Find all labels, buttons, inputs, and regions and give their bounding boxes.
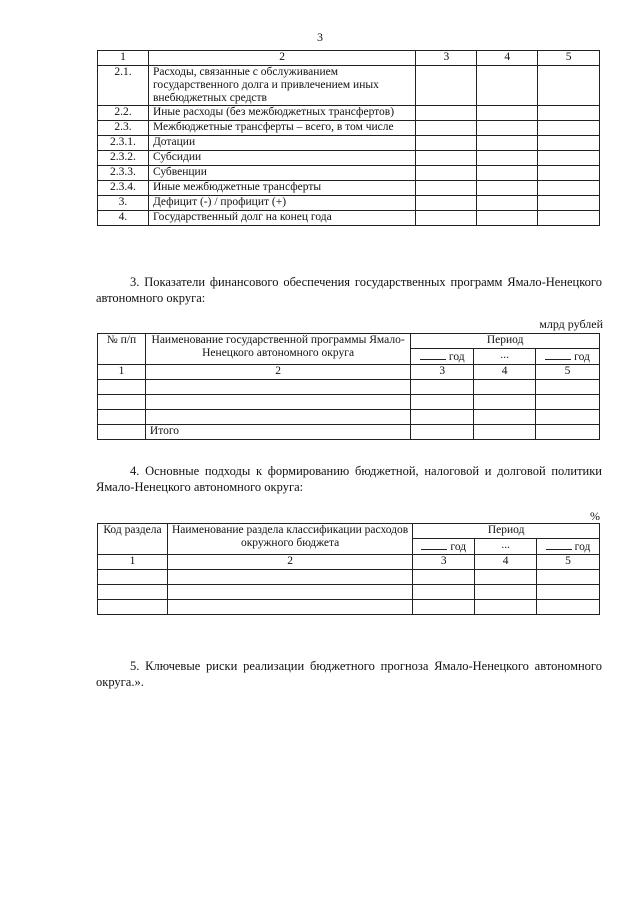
table-row	[98, 66, 600, 106]
section-3-heading: 3. Показатели финансового обеспечения государственных программ Ямало-Ненецкого автономного округа:	[96, 275, 602, 305]
programs-table	[97, 333, 600, 440]
row-name: Дефицит (-) / профицит (+)	[148, 196, 415, 211]
header-cell: 1	[98, 51, 149, 66]
ellipsis-cell: ...	[474, 349, 536, 365]
row-name: Дотации	[148, 136, 415, 151]
table-row	[98, 121, 600, 136]
header-cell: 5	[537, 555, 600, 570]
table-row	[98, 410, 600, 425]
value-cell	[538, 196, 600, 211]
header-cell: 5	[538, 51, 600, 66]
value-cell	[538, 211, 600, 226]
table-row	[98, 211, 600, 226]
unit-label: %	[590, 509, 600, 523]
row-name: Иные расходы (без межбюджетных трансфертов)	[148, 106, 415, 121]
table-row	[98, 181, 600, 196]
value-cell	[477, 181, 538, 196]
table-row	[98, 395, 600, 410]
value-cell	[538, 151, 600, 166]
header-cell: № п/п	[98, 334, 146, 365]
table-row	[98, 136, 600, 151]
row-number: 2.3.3.	[98, 166, 149, 181]
table-header-row	[98, 365, 600, 380]
header-cell: 1	[98, 555, 168, 570]
header-cell: 2	[148, 51, 415, 66]
header-cell: 4	[474, 365, 536, 380]
value-cell	[416, 136, 477, 151]
row-name: Расходы, связанные с обслуживанием государственного долга и привлечением иных внебюджетных средств	[148, 66, 415, 106]
row-number: 2.3.2.	[98, 151, 149, 166]
value-cell	[416, 151, 477, 166]
table-row	[98, 151, 600, 166]
section-5-heading: 5. Ключевые риски реализации бюджетного прогноза Ямало-Ненецкого автономного округа.».	[96, 659, 602, 689]
header-cell: 1	[98, 365, 146, 380]
value-cell	[416, 196, 477, 211]
table-header-row	[98, 334, 600, 349]
value-cell	[477, 136, 538, 151]
row-name: Межбюджетные трансферты – всего, в том числе	[148, 121, 415, 136]
header-cell: Наименование государственной программы Ямало-Ненецкого автономного округа	[145, 334, 410, 365]
header-cell: Наименование раздела классификации расходов окружного бюджета	[167, 524, 412, 555]
value-cell	[477, 196, 538, 211]
unit-label: млрд рублей	[539, 317, 603, 331]
row-number: 2.3.	[98, 121, 149, 136]
period-header: Период	[411, 334, 600, 349]
table-row	[98, 196, 600, 211]
section-4-heading: 4. Основные подходы к формированию бюджетной, налоговой и долговой политики Ямало-Ненецкого автономного округа:	[96, 464, 602, 494]
value-cell	[416, 66, 477, 106]
table-row	[98, 570, 600, 585]
row-number: 2.3.1.	[98, 136, 149, 151]
table-header-row	[98, 555, 600, 570]
row-name: Субвенции	[148, 166, 415, 181]
budget-indicators-table	[97, 50, 600, 226]
value-cell	[477, 106, 538, 121]
table-row	[98, 600, 600, 615]
year-cell: год	[411, 349, 474, 365]
header-cell: 3	[416, 51, 477, 66]
header-cell: 3	[411, 365, 474, 380]
row-name: Субсидии	[148, 151, 415, 166]
total-label: Итого	[145, 425, 410, 440]
table-row	[98, 106, 600, 121]
header-cell: Код раздела	[98, 524, 168, 555]
table-row	[98, 425, 600, 440]
header-cell: 4	[477, 51, 538, 66]
row-number: 3.	[98, 196, 149, 211]
value-cell	[538, 121, 600, 136]
table-row	[98, 380, 600, 395]
row-number: 2.2.	[98, 106, 149, 121]
value-cell	[538, 166, 600, 181]
value-cell	[538, 106, 600, 121]
year-cell: год	[537, 539, 600, 555]
table-header-row	[98, 51, 600, 66]
row-name: Иные межбюджетные трансферты	[148, 181, 415, 196]
header-cell: 2	[145, 365, 410, 380]
value-cell	[477, 151, 538, 166]
header-cell: 3	[413, 555, 475, 570]
expenditure-sections-table	[97, 523, 600, 615]
value-cell	[538, 136, 600, 151]
value-cell	[416, 211, 477, 226]
year-cell: год	[536, 349, 600, 365]
header-cell: 5	[536, 365, 600, 380]
year-cell: год	[413, 539, 475, 555]
value-cell	[477, 121, 538, 136]
header-cell: 4	[475, 555, 537, 570]
ellipsis-cell: ...	[475, 539, 537, 555]
value-cell	[416, 121, 477, 136]
row-name: Государственный долг на конец года	[148, 211, 415, 226]
header-cell: 2	[167, 555, 412, 570]
value-cell	[538, 181, 600, 196]
value-cell	[416, 106, 477, 121]
table-header-row	[98, 524, 600, 539]
value-cell	[416, 181, 477, 196]
value-cell	[416, 166, 477, 181]
table-row	[98, 585, 600, 600]
value-cell	[477, 166, 538, 181]
table-row	[98, 166, 600, 181]
row-number: 4.	[98, 211, 149, 226]
period-header: Период	[413, 524, 600, 539]
page-number: 3	[317, 30, 323, 44]
value-cell	[538, 66, 600, 106]
row-number: 2.1.	[98, 66, 149, 106]
value-cell	[477, 211, 538, 226]
row-number: 2.3.4.	[98, 181, 149, 196]
value-cell	[477, 66, 538, 106]
